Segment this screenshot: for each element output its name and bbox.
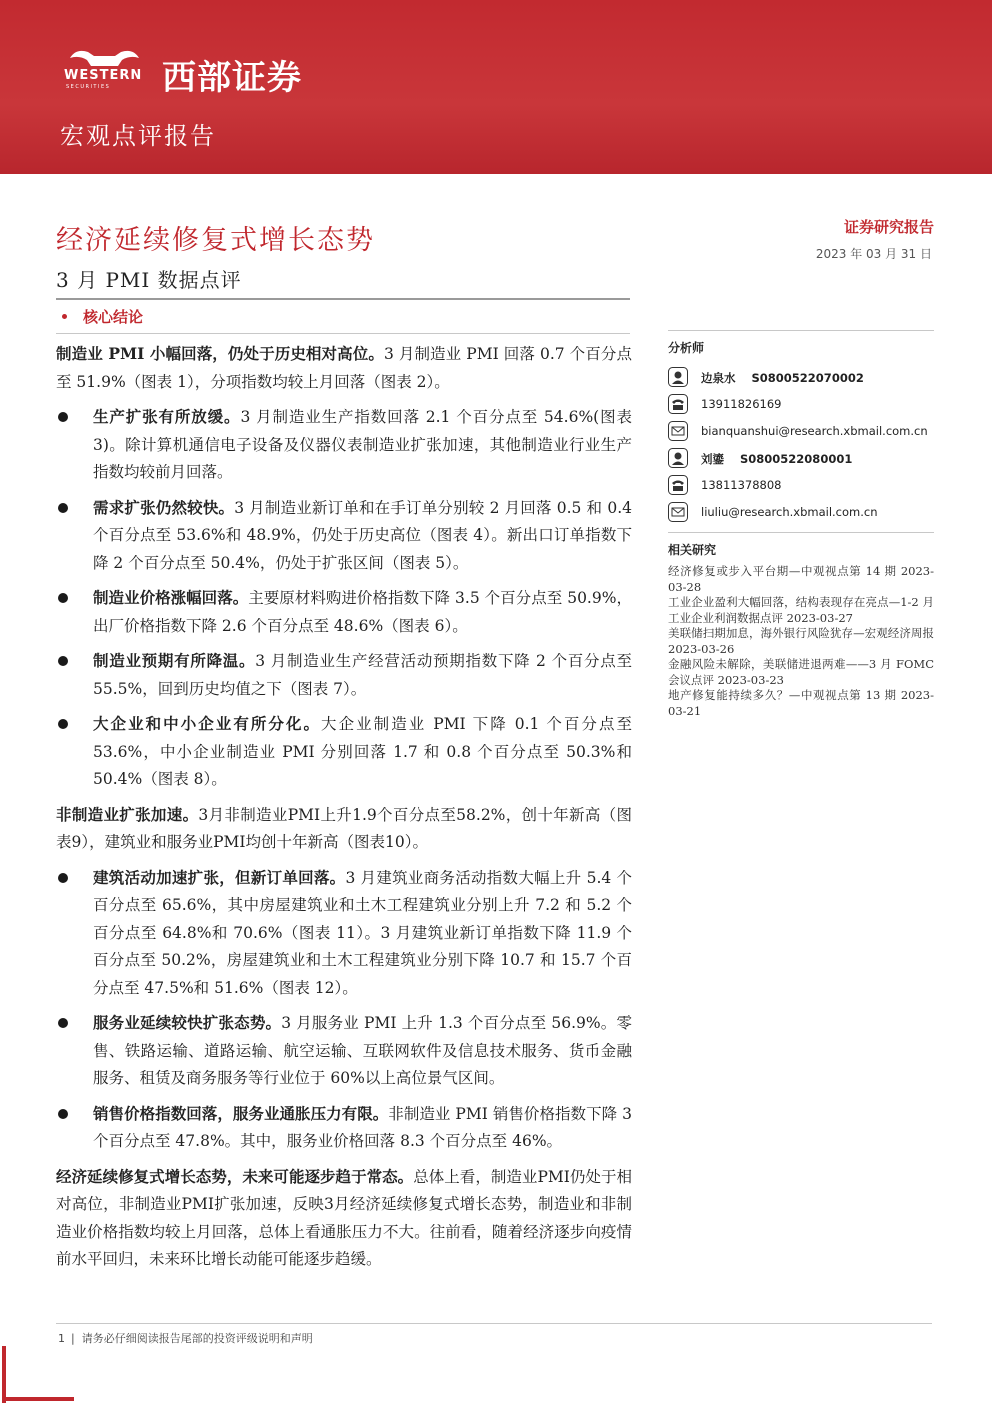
analyst-phone-row bbox=[668, 474, 934, 501]
bullet-lead: 生产扩张有所放缓。 bbox=[93, 407, 241, 426]
related-research-list bbox=[668, 564, 934, 719]
bullet-dot-icon bbox=[58, 412, 68, 422]
title-divider bbox=[56, 298, 630, 300]
analyst-heading: 分析师 bbox=[668, 341, 705, 355]
paragraph-lead: 非制造业扩张加速。 bbox=[56, 804, 199, 824]
bullet-lead: 建筑活动加速扩张，但新订单回落。 bbox=[93, 867, 346, 887]
analyst-name: 刘鎏 S0800522080001 bbox=[701, 452, 853, 466]
corner-accent bbox=[2, 1346, 6, 1403]
bullet-body: 3 月服务业 PMI 上升 1.3 个百分点至 56.9%。零售、铁路运输、道路运输、航空运输、互联网软件及信息技术服务、货币金融服务、租赁及商务服务等行业位于 60%以上高位景气区间。 bbox=[93, 1014, 632, 1087]
bullet-lead: 销售价格指数回落，服务业通胀压力有限。 bbox=[93, 1103, 389, 1123]
bullet-dot-icon bbox=[58, 873, 68, 883]
bullet-lead: 需求扩张仍然较快。 bbox=[93, 497, 235, 517]
bullet-body: 3 月建筑业商务活动指数大幅上升 5.4 个百分点至 65.6%，其中房屋建筑业和土木工程建筑业分别上升 7.2 和 5.2 个百分点至 64.8%和 70.6%（图表 11）。3 月建筑业新订单指数下降 11.9 个百分点至 50.2%，房屋建筑业和土木工程建筑业分别下降 10.7 和 15.7 个百分点至 47.5%和 51.6%（图表 12）。 bbox=[93, 868, 632, 997]
bullet-item bbox=[56, 864, 632, 1003]
bullet-dot-icon bbox=[58, 656, 68, 666]
email-icon bbox=[668, 421, 688, 441]
paragraph-manufacturing bbox=[56, 340, 632, 396]
phone-icon bbox=[668, 475, 688, 495]
bullet-item bbox=[56, 403, 632, 487]
bullet-body: 3 月制造业生产经营活动预期指数下降 2 个百分点至 55.5%，回到历史均值之下（图表 7）。 bbox=[93, 652, 632, 698]
bullet-dot-icon bbox=[58, 593, 68, 603]
logo-subtitle: SECURITIES bbox=[66, 84, 111, 90]
phone-icon bbox=[668, 394, 688, 414]
report-type: 宏观点评报告 bbox=[60, 122, 216, 150]
analyst-email-row[interactable] bbox=[668, 501, 934, 528]
logo-english: WESTERN bbox=[64, 68, 143, 83]
main-content bbox=[56, 340, 632, 1281]
corner-accent bbox=[2, 1397, 74, 1401]
analyst-name-row bbox=[668, 366, 934, 393]
analyst-cert: S0800522080001 bbox=[740, 452, 853, 466]
related-date: 2023-03-27 bbox=[786, 610, 853, 625]
bullet-lead: 制造业预期有所降温。 bbox=[93, 651, 256, 670]
related-date: 2023-03-23 bbox=[717, 672, 784, 687]
paragraph-lead: 制造业 PMI 小幅回落，仍处于历史相对高位。 bbox=[56, 344, 384, 363]
person-icon bbox=[668, 367, 688, 387]
email-icon bbox=[668, 502, 688, 522]
sidebar-divider bbox=[668, 532, 934, 533]
header-banner bbox=[0, 0, 992, 174]
analyst-cert: S0800522070002 bbox=[751, 371, 864, 385]
page-subtitle: 3 月 PMI 数据点评 bbox=[56, 268, 242, 292]
logo-chinese: 西部证券 bbox=[162, 58, 302, 98]
bullet-dot-icon bbox=[58, 1018, 68, 1028]
footer-divider bbox=[56, 1323, 932, 1324]
related-date: 2023-03-26 bbox=[668, 641, 735, 656]
analyst-email[interactable]: bianquanshui@research.xbmail.com.cn bbox=[701, 424, 928, 438]
bullet-dot-icon bbox=[58, 503, 68, 513]
bullet-body: 非制造业 PMI 销售价格指数下降 3 个百分点至 47.8%。其中，服务业价格回落 8.3 个百分点至 46%。 bbox=[93, 1104, 632, 1150]
section-heading-label: 核心结论 bbox=[83, 308, 144, 326]
bullet-lead: 服务业延续较快扩张态势。 bbox=[93, 1013, 282, 1032]
page-number: 1 bbox=[58, 1332, 65, 1345]
related-date: 2023-03-21 bbox=[668, 688, 934, 718]
sidebar-divider bbox=[668, 330, 934, 331]
related-research-item[interactable]: 经济修复或步入平台期—中观视点第 14 期 2023-03-28 bbox=[668, 564, 934, 594]
bullet-body: 3 月制造业生产指数回落 2.1 个百分点至 54.6%(图表 3)。除计算机通信电子设备及仪器仪表制造业扩张加速，其他制造业行业生产指数均较前月回落。 bbox=[93, 408, 632, 481]
related-research-item[interactable]: 金融风险未解除，美联储进退两难——3 月 FOMC 会议点评 2023-03-23 bbox=[668, 657, 934, 687]
footer-separator-icon: | bbox=[71, 1332, 82, 1345]
paragraph-body: 3 月制造业 PMI 回落 0.7 个百分点至 51.9%（图表 1），分项指数均较上月回落（图表 2）。 bbox=[56, 345, 632, 391]
paragraph-body: 3月非制造业PMI上升1.9个百分点至58.2%，创十年新高（图表9），建筑业和服务业PMI均创十年新高（图表10）。 bbox=[56, 805, 632, 851]
person-icon bbox=[668, 448, 688, 468]
page-title: 经济延续修复式增长态势 bbox=[56, 225, 375, 256]
bullet-item bbox=[56, 1100, 632, 1156]
section-bullet-icon bbox=[62, 314, 67, 319]
paragraph-conclusion bbox=[56, 1163, 632, 1274]
paragraph-non-manufacturing bbox=[56, 801, 632, 857]
analyst-phone: 13911826169 bbox=[701, 397, 782, 411]
report-date: 2023 年 03 月 31 日 bbox=[815, 247, 932, 261]
company-logo[interactable] bbox=[62, 46, 332, 96]
analyst-name-row bbox=[668, 447, 934, 474]
bullet-item bbox=[56, 710, 632, 794]
bullet-lead: 制造业价格涨幅回落。 bbox=[93, 588, 249, 607]
bullet-body: 大企业制造业 PMI 下降 0.1 个百分点至 53.6%，中小企业制造业 PMI 分别回落 1.7 和 0.8 个百分点至 50.3%和 50.4%（图表 8）。 bbox=[93, 715, 632, 788]
section-heading bbox=[56, 306, 143, 327]
paragraph-lead: 经济延续修复式增长态势，未来可能逐步趋于常态。 bbox=[56, 1166, 414, 1186]
disclaimer-note: 请务必仔细阅读报告尾部的投资评级说明和声明 bbox=[81, 1332, 313, 1345]
bullet-dot-icon bbox=[58, 1109, 68, 1119]
related-date: 2023-03-28 bbox=[668, 564, 934, 594]
analyst-phone-row bbox=[668, 393, 934, 420]
bullet-body: 主要原材料购进价格指数下降 3.5 个百分点至 50.9%，出厂价格指数下降 2.6 个百分点至 48.6%（图表 6）。 bbox=[93, 589, 632, 635]
analyst-phone: 13811378808 bbox=[701, 478, 782, 492]
bullet-item bbox=[56, 647, 632, 703]
related-research-item[interactable]: 工业企业盈利大幅回落，结构表现存在亮点—1-2 月工业企业利润数据点评 2023-03-27 bbox=[668, 595, 934, 625]
related-research-item[interactable]: 美联储扫期加息，海外银行风险犹存—宏观经济周报 2023-03-26 bbox=[668, 626, 934, 656]
bullet-dot-icon bbox=[58, 719, 68, 729]
bullet-item bbox=[56, 584, 632, 640]
related-research-item[interactable]: 地产修复能持续多久？—中观视点第 13 期 2023-03-21 bbox=[668, 688, 934, 718]
bullet-item bbox=[56, 1009, 632, 1093]
bullet-item bbox=[56, 494, 632, 578]
analyst-email-row[interactable] bbox=[668, 420, 934, 447]
related-heading: 相关研究 bbox=[668, 543, 717, 557]
bullet-body: 3 月制造业新订单和在手订单分别较 2 月回落 0.5 和 0.4 个百分点至 53.6%和 48.9%，仍处于历史高位（图表 4）。新出口订单指数下降 2 个百分点至 50.4%，仍处于扩张区间（图表 5）。 bbox=[93, 498, 632, 572]
footer bbox=[58, 1330, 313, 1346]
paragraph-body: 总体上看，制造业PMI仍处于相对高位，非制造业PMI扩张加速，反映3月经济延续修复式增长态势，制造业和非制造业价格指数均较上月回落，总体上看通胀压力不大。往前看，随着经济逐步向疫情前水平回归，未来环比增长动能可能逐步趋缓。 bbox=[56, 1167, 632, 1268]
sidebar bbox=[668, 330, 934, 719]
analyst-name: 边泉水 S0800522070002 bbox=[701, 371, 864, 385]
report-category: 证券研究报告 bbox=[843, 218, 934, 236]
bullet-lead: 大企业和中小企业有所分化。 bbox=[93, 714, 322, 733]
analyst-email[interactable]: liuliu@research.xbmail.com.cn bbox=[701, 505, 878, 519]
section-divider bbox=[56, 333, 630, 334]
